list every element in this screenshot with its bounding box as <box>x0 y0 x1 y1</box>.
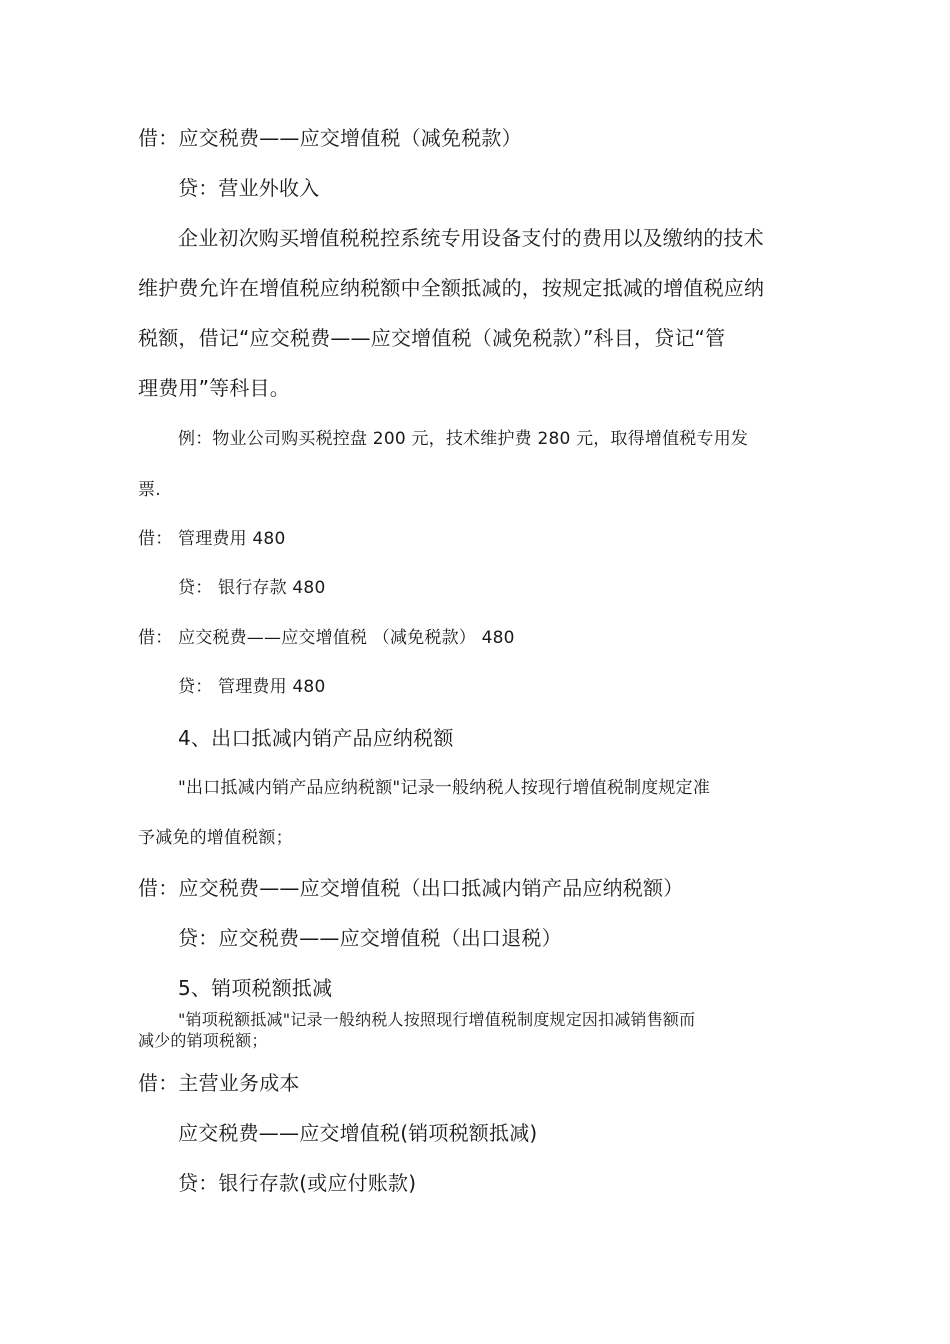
entry-credit-nonoperating-income: 贷：营业外收入 <box>178 176 320 200</box>
example-debit-tax-reduction: 借： 应交税费——应交增值税 （减免税款） 480 <box>138 628 515 648</box>
section-5-desc-line-2: 减少的销项税额； <box>138 1031 268 1050</box>
paragraph-line-2: 维护费允许在增值税应纳税额中全额抵减的，按规定抵减的增值税应纳 <box>138 276 765 300</box>
example-credit-management-fee: 贷： 管理费用 480 <box>178 677 326 697</box>
section-5-debit-cost: 借：主营业务成本 <box>138 1071 300 1095</box>
section-4-desc-line-1: "出口抵减内销产品应纳税额"记录一般纳税人按现行增值税制度规定准 <box>178 778 711 798</box>
paragraph-line-4: 理费用”等科目。 <box>138 376 290 400</box>
paragraph-line-3: 税额，借记“应交税费——应交增值税（减免税款）”科目，贷记“管 <box>138 326 726 350</box>
example-credit-bank-deposit: 贷： 银行存款 480 <box>178 578 326 598</box>
example-debit-management-fee: 借： 管理费用 480 <box>138 529 286 549</box>
section-4-debit: 借：应交税费——应交增值税（出口抵减内销产品应纳税额） <box>138 876 684 900</box>
section-heading-5: 5、销项税额抵减 <box>178 976 333 1000</box>
section-5-debit-tax: 应交税费——应交增值税(销项税额抵减) <box>178 1121 538 1145</box>
section-4-credit: 贷：应交税费——应交增值税（出口退税） <box>178 926 562 950</box>
section-heading-4: 4、出口抵减内销产品应纳税额 <box>178 726 454 750</box>
section-5-credit: 贷：银行存款(或应付账款) <box>178 1171 417 1195</box>
example-line-2: 票. <box>138 480 161 500</box>
section-5-desc-line-1: "销项税额抵减"记录一般纳税人按照现行增值税制度规定因扣减销售额而 <box>178 1010 696 1029</box>
section-4-desc-line-2: 予减免的增值税额； <box>138 828 293 848</box>
entry-debit-tax-reduction: 借：应交税费——应交增值税（减免税款） <box>138 126 522 150</box>
paragraph-line-1: 企业初次购买增值税税控系统专用设备支付的费用以及缴纳的技术 <box>178 226 764 250</box>
example-line-1: 例：物业公司购买税控盘 200 元，技术维护费 280 元，取得增值税专用发 <box>178 429 749 449</box>
